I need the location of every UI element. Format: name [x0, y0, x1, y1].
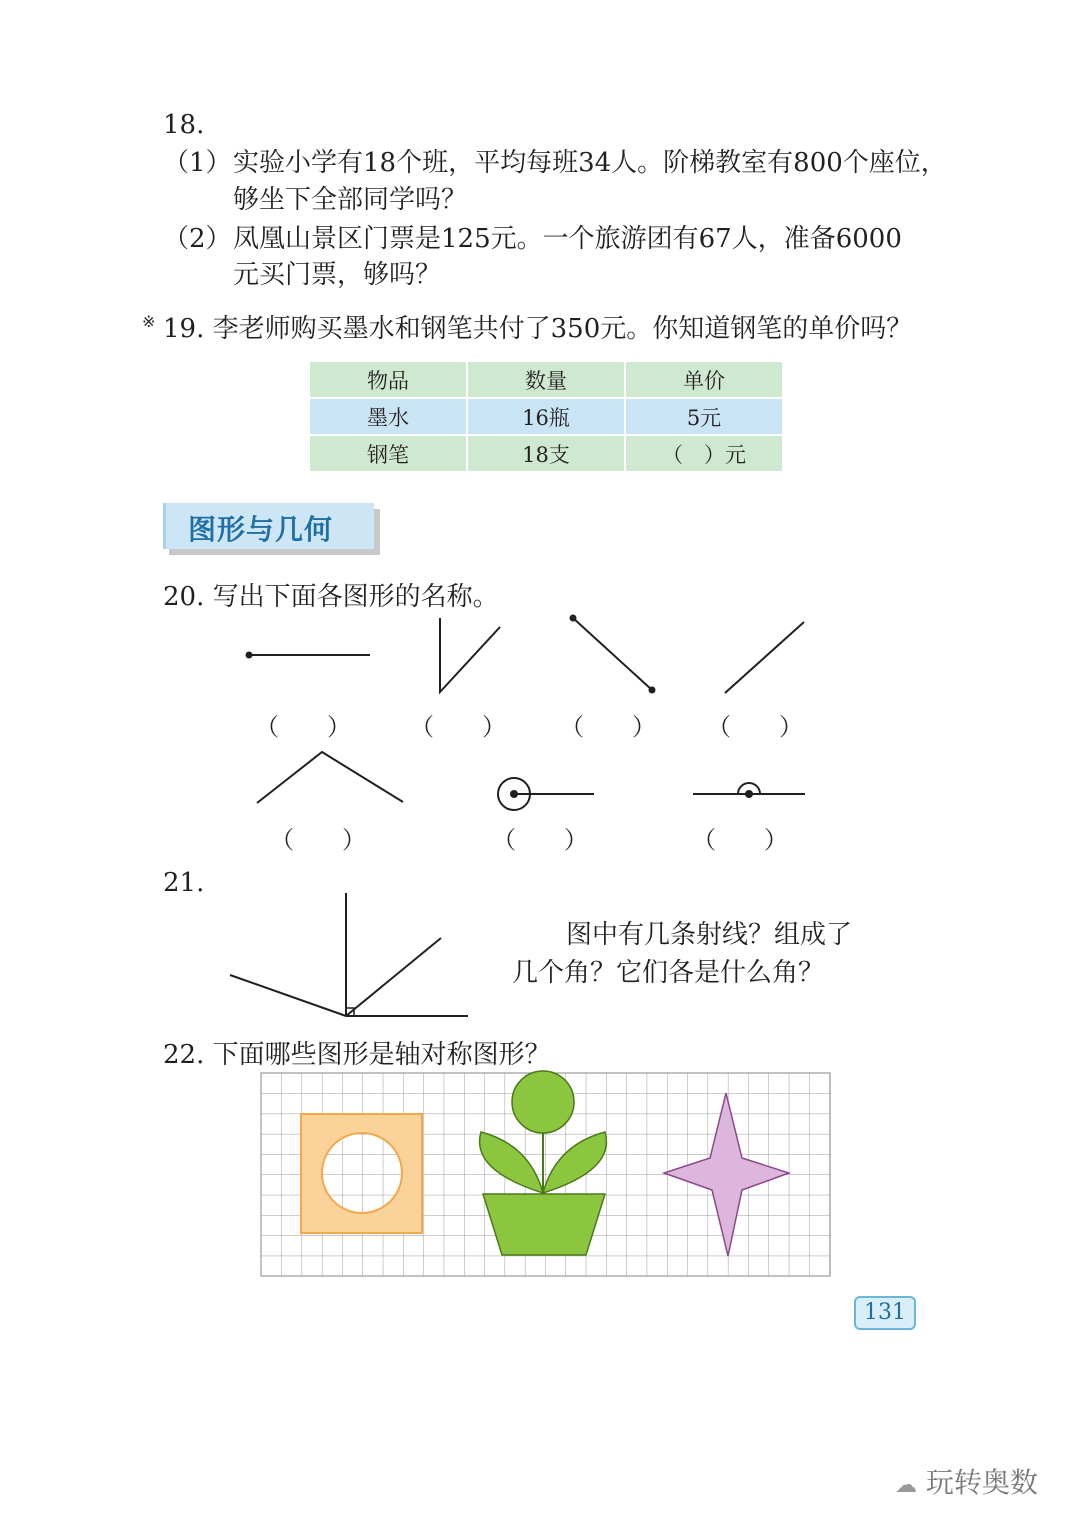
answer-blank[interactable]: （ ） — [270, 826, 366, 854]
answer-blank[interactable]: （ ） — [255, 713, 351, 741]
table-cell: 16瓶 — [468, 399, 624, 434]
table-cell: 5元 — [626, 399, 782, 434]
table-header-cell: 单价 — [626, 362, 782, 397]
q21-line1: 图中有几条射线？组成了 — [566, 920, 853, 950]
q18-part1-label: （1） — [163, 148, 232, 178]
watermark — [895, 1461, 1038, 1501]
page-number: 131 — [854, 1296, 916, 1330]
q18-part1-line1: 实验小学有18个班，平均每班34人。阶梯教室有800个座位， — [233, 148, 947, 178]
table-cell: 墨水 — [310, 399, 466, 434]
table-cell: 钢笔 — [310, 436, 466, 471]
q22-text: 22. 下面哪些图形是轴对称图形？ — [163, 1040, 551, 1070]
q20-text: 20. 写出下面各图形的名称。 — [163, 582, 499, 612]
answer-blank[interactable]: （ ） — [492, 826, 588, 854]
q18-part2-label: （2） — [163, 224, 232, 254]
q21-number: 21. — [163, 868, 205, 898]
q18-number: 18. — [163, 110, 205, 140]
answer-blank[interactable]: （ ） — [410, 713, 506, 741]
table-cell: （ ）元 — [626, 436, 782, 471]
answer-blank[interactable]: （ ） — [560, 713, 656, 741]
q18-part1-line2: 够坐下全部同学吗？ — [233, 185, 468, 215]
table-cell: 18支 — [468, 436, 624, 471]
watermark-text: 玩转奥数 — [925, 1466, 1038, 1499]
q18-part2-line2: 元买门票，够吗？ — [233, 260, 442, 290]
table-header-cell: 数量 — [468, 362, 624, 397]
answer-blank[interactable]: （ ） — [707, 713, 803, 741]
section-title: 图形与几何 — [188, 513, 334, 546]
wechat-icon: ☁ — [895, 1473, 917, 1498]
q21-line2: 几个角？它们各是什么角？ — [512, 958, 825, 988]
q19-text: 19. 李老师购买墨水和钢笔共付了350元。你知道钢笔的单价吗？ — [163, 314, 913, 344]
table-header-cell: 物品 — [310, 362, 466, 397]
q19-mark: ※ — [142, 312, 156, 331]
q18-part2-line1: 凤凰山景区门票是125元。一个旅游团有67人，准备6000 — [233, 224, 902, 254]
answer-blank[interactable]: （ ） — [692, 826, 788, 854]
